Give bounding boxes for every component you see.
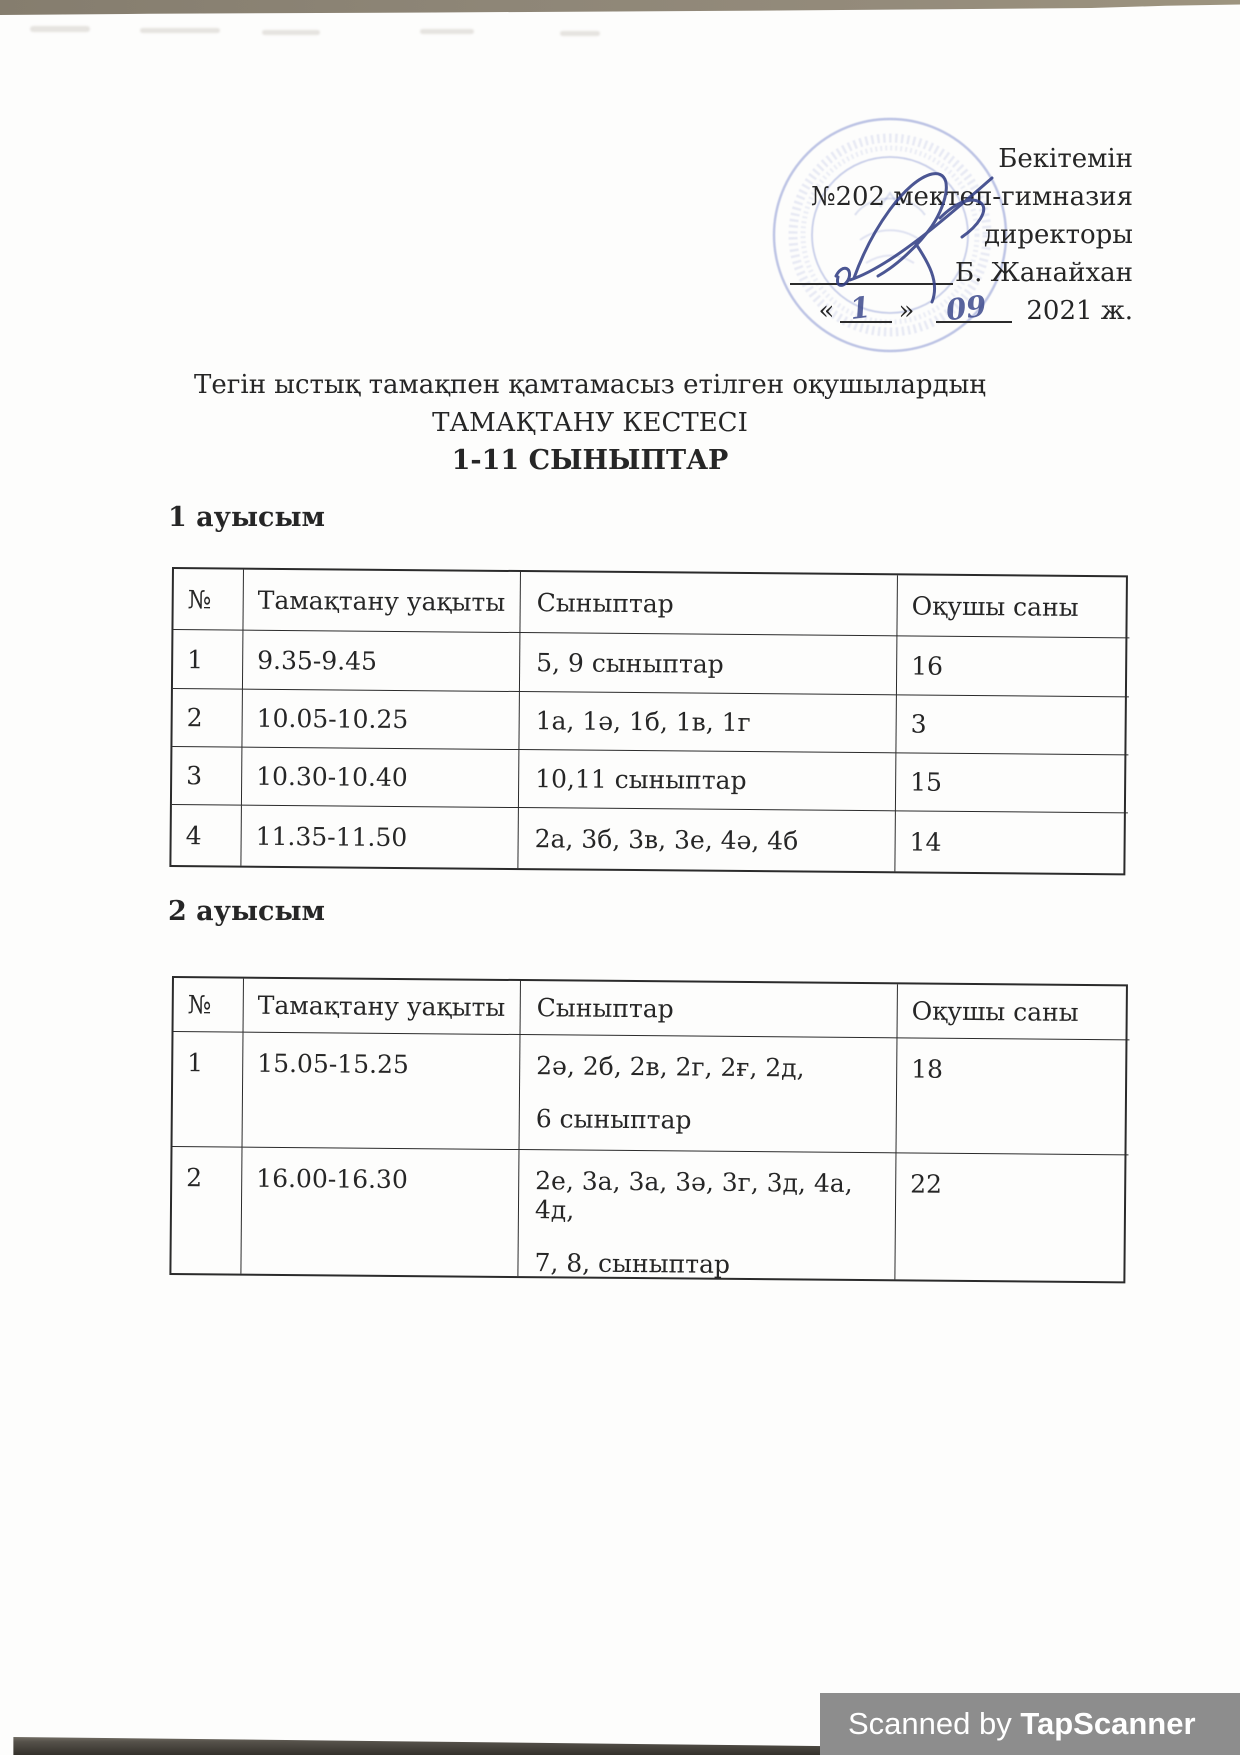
table-cell: 10.05-10.25 bbox=[242, 690, 519, 750]
table-cell: 22 bbox=[910, 1169, 943, 1199]
date-year: 2021 ж. bbox=[1026, 296, 1133, 326]
table-cell: 1 bbox=[173, 630, 244, 690]
table-cell: 3 bbox=[172, 747, 243, 806]
classes-line-2: 7, 8, сыныптар bbox=[534, 1248, 731, 1279]
signer-name: Б. Жанайхан bbox=[954, 258, 1133, 288]
table-cell: 2а, 3б, 3в, 3е, 4ә, 4б bbox=[518, 808, 896, 871]
shift2-col-classes: Сыныптар bbox=[520, 981, 897, 1038]
document-title bbox=[150, 366, 1030, 480]
scan-smudge bbox=[30, 26, 90, 32]
table-cell: 4 bbox=[171, 805, 242, 866]
table-cell: 15 bbox=[896, 753, 1128, 813]
handwritten-day: 1 bbox=[848, 289, 873, 327]
classes-line-1: 2е, 3а, 3а, 3ә, 3г, 3д, 4а, 4д, bbox=[534, 1166, 853, 1225]
table-cell: 1 bbox=[173, 1032, 244, 1148]
quote-open: « bbox=[818, 296, 835, 326]
watermark-brand: TapScanner bbox=[1020, 1706, 1196, 1741]
signature-scribble-icon bbox=[820, 158, 1040, 308]
scan-edge-top bbox=[0, 0, 1240, 16]
shift2-table bbox=[169, 976, 1128, 1283]
table-cell: 11.35-11.50 bbox=[241, 806, 519, 868]
watermark-prefix: Scanned by bbox=[848, 1706, 1021, 1741]
table-cell: 14 bbox=[909, 826, 942, 857]
classes-line-1: 2ә, 2б, 2в, 2г, 2ғ, 2д, bbox=[536, 1051, 805, 1083]
shift2-col-count: Оқушы саны bbox=[897, 984, 1129, 1040]
table-cell: 2 bbox=[171, 1147, 242, 1274]
table-cell: 16 bbox=[897, 636, 1130, 697]
table-cell: 2 bbox=[172, 689, 243, 748]
shift1-col-no: № bbox=[173, 569, 244, 631]
table-cell: 10.30-10.40 bbox=[242, 748, 519, 808]
table-cell: 16.00-16.30 bbox=[241, 1148, 519, 1276]
table-cell bbox=[519, 1035, 897, 1153]
table-cell: 18 bbox=[896, 1038, 1129, 1155]
table-cell: 1а, 1ә, 1б, 1в, 1г bbox=[519, 692, 896, 753]
scan-edge-bottom bbox=[0, 1733, 836, 1755]
table-cell: 3 bbox=[896, 695, 1128, 755]
quote-close: » bbox=[898, 296, 915, 326]
scan-smudge bbox=[140, 28, 220, 33]
approval-line-2: №202 мектеп-гимназия bbox=[810, 182, 1133, 212]
scan-smudge bbox=[560, 31, 600, 36]
shift1-col-classes: Сыныптар bbox=[520, 572, 898, 636]
tapscanner-watermark bbox=[820, 1693, 1240, 1755]
handwritten-month: 09 bbox=[944, 288, 989, 328]
scan-smudge bbox=[420, 29, 474, 34]
shift2-col-time: Тамақтану уақыты bbox=[244, 979, 521, 1035]
shift1-col-count: Оқушы саны bbox=[897, 575, 1130, 638]
scan-smudge bbox=[262, 30, 320, 35]
shift1-heading: 1 ауысым bbox=[168, 502, 325, 533]
table-cell: 9.35-9.45 bbox=[243, 631, 521, 692]
approval-line-1: Бекітемін bbox=[998, 144, 1133, 174]
table-cell bbox=[518, 1150, 896, 1279]
shift1-col-time: Тамақтану уақыты bbox=[243, 570, 521, 633]
shift2-heading: 2 ауысым bbox=[168, 896, 325, 927]
shift2-col-no: № bbox=[174, 978, 244, 1033]
title-line-1: Тегін ыстық тамақпен қамтамасыз етілген оқушылардың bbox=[194, 370, 986, 400]
table-cell: 5, 9 сыныптар bbox=[520, 633, 898, 695]
classes-line-2: 6 сыныптар bbox=[535, 1104, 692, 1135]
table-cell: 10,11 сыныптар bbox=[519, 750, 896, 811]
shift1-table bbox=[169, 567, 1128, 875]
table-cell: 15.05-15.25 bbox=[243, 1033, 521, 1150]
title-line-2: ТАМАҚТАНУ КЕСТЕСІ bbox=[432, 408, 748, 438]
title-line-3: 1-11 СЫНЫПТАР bbox=[451, 445, 729, 476]
approval-line-3: директоры bbox=[984, 220, 1133, 250]
